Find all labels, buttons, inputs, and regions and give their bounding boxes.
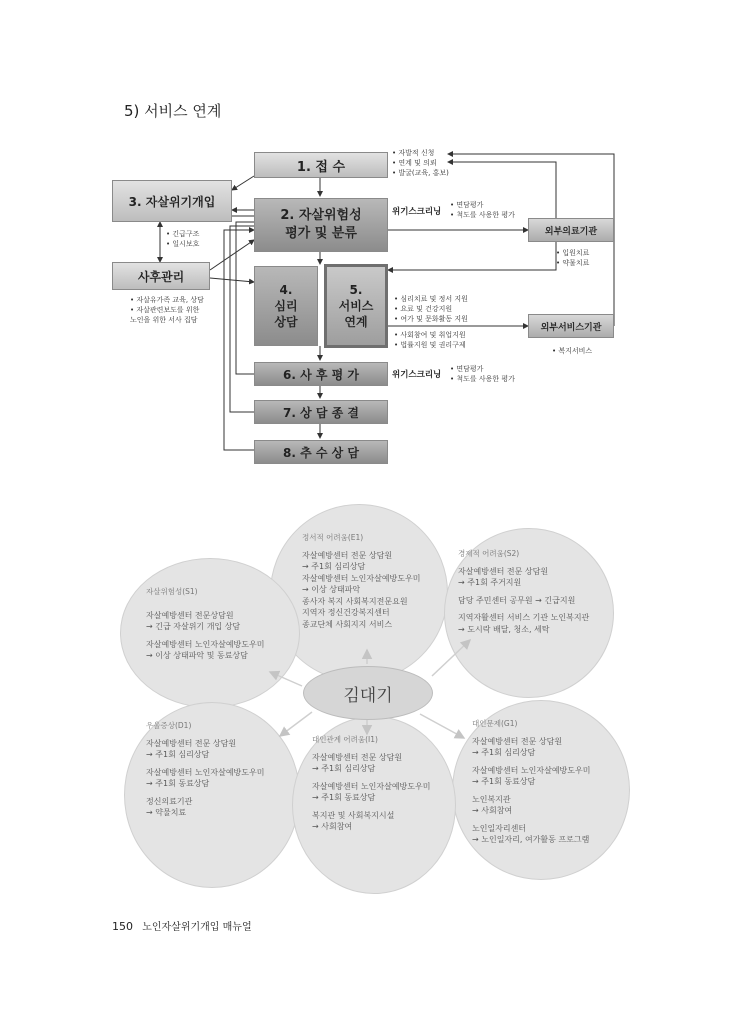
step-risk-assessment-line1: 2. 자살위험성 [280, 208, 362, 223]
circle-line: → 주1회 심리상담 [302, 562, 366, 571]
step-risk-assessment-line2: 평가 및 분류 [285, 226, 357, 241]
step-crisis-intervention: 3. 자살위기개입 [112, 180, 232, 222]
circle-line: 지역자활센터 서비스 기관 노인복지관 [458, 613, 590, 622]
note-line: • 자발적 신청 [392, 149, 435, 157]
step-follow-up: 8. 추 수 상 담 [254, 440, 388, 464]
circle-line: → 약물치료 [146, 808, 187, 817]
circle-line: → 노인일자리, 여가활동 프로그램 [472, 835, 590, 844]
note-line: • 자살유가족 교육, 상담 [130, 296, 204, 304]
circle-line: → 주1회 주거지원 [458, 578, 522, 587]
aftercare-box: 사후관리 [112, 262, 210, 290]
circle-line: 자살예방센터 노인자살예방도우미 [302, 573, 421, 583]
circle-line: 자살예방센터 전문 상담원 [312, 752, 403, 762]
note-line: • 요료 및 건강지원 [394, 305, 453, 313]
circle-title: 우울증상(D1) [146, 721, 192, 730]
note-line: 노인을 위한 서사 집담 [130, 316, 198, 324]
section-title: 5) 서비스 연계 [124, 102, 222, 120]
circle-line: → 주1회 동료상담 [312, 793, 376, 802]
circle-line: 지역자 정신건강복지센터 [302, 608, 390, 617]
circle-line: → 주1회 심리상담 [146, 750, 210, 759]
circle-line: → 사회참여 [472, 806, 513, 815]
circle-line: 자살예방센터 노인자살예방도우미 [146, 639, 265, 649]
circle-line: 자살예방센터 전문 상담원 [302, 550, 393, 560]
circle-line: → 이상 상태파악 [302, 585, 361, 594]
circle-line: 자살예방센터 전문상담원 [146, 610, 234, 620]
note-line: • 연계 및 의뢰 [392, 159, 437, 167]
circle-line: → 주1회 동료상담 [472, 777, 536, 786]
circle-line: → 사회참여 [312, 822, 353, 831]
step-counseling-line2: 심리 [274, 299, 298, 313]
circle-title: 대인문제(G1) [472, 719, 518, 728]
circle-line: 노인복지관 [472, 794, 511, 804]
circle-lower-right-text [472, 718, 590, 846]
center-person: 김대기 [303, 666, 433, 720]
note-line: • 면담평가 [450, 201, 484, 209]
note-line: • 발굴(교육, 홍보) [392, 169, 449, 177]
note-line: • 긴급구조 [166, 230, 200, 238]
circle-line: → 도시락 배달, 청소, 세탁 [458, 624, 550, 634]
circle-title: 경제적 어려움(S2) [458, 549, 520, 558]
circle-bottom-text [312, 734, 430, 833]
page-number: 150 [112, 920, 133, 933]
circle-line: 노인일자리센터 [472, 823, 527, 833]
circle-line: → 긴급 자살위기 개입 상담 [146, 622, 241, 631]
step-post-evaluation: 6. 사 후 평 가 [254, 362, 388, 386]
circle-line: 종교단체 사회지지 서비스 [302, 619, 393, 629]
note-line: • 심리치료 및 정서 지원 [394, 295, 468, 303]
crisis-screening-label-1: 위기스크리닝 [392, 207, 442, 217]
crisis-screening-label-2: 위기스크리닝 [392, 370, 442, 380]
note-line: • 약물치료 [556, 259, 590, 267]
circle-line: 자살예방센터 전문 상담원 [458, 566, 549, 576]
circle-line: 자살예방센터 노인자살예방도우미 [472, 765, 591, 775]
note-line: • 사회참여 및 취업지원 [394, 331, 466, 339]
step-counseling-line3: 상담 [274, 315, 298, 329]
circle-line: 복지관 및 사회복지시설 [312, 810, 395, 820]
note-line: • 복지서비스 [552, 347, 593, 355]
circle-top-text [302, 532, 420, 630]
step-termination: 7. 상 담 종 결 [254, 400, 388, 424]
circle-lower-left-text [146, 720, 264, 819]
external-medical-box: 외부의료기관 [528, 218, 614, 242]
circle-title: 대인관계 어려움(I1) [312, 735, 378, 744]
note-line: • 법률지원 및 권리구제 [394, 341, 466, 349]
note-line: • 척도를 사용한 평가 [450, 211, 515, 219]
note-line: • 일시보호 [166, 240, 200, 248]
external-service-box: 외부서비스기관 [528, 314, 614, 338]
circle-line: → 주1회 심리상담 [312, 764, 376, 773]
circle-line: 정신의료기관 [146, 796, 193, 806]
circle-title: 자살위험성(S1) [146, 587, 198, 596]
step-service-line2: 서비스 [338, 299, 374, 313]
circle-line: → 주1회 동료상담 [146, 779, 210, 788]
note-line: • 자살관련보도를 위한 [130, 306, 200, 314]
circle-line: → 주1회 심리상담 [472, 748, 536, 757]
step-service-line3: 연계 [344, 315, 368, 329]
circle-line: 자살예방센터 노인자살예방도우미 [312, 781, 431, 791]
circle-line: 자살예방센터 노인자살예방도우미 [146, 767, 265, 777]
note-line: • 입원치료 [556, 249, 590, 257]
circle-line: → 이상 상태파악 및 동료상담 [146, 651, 248, 660]
page-footer [112, 918, 252, 933]
circle-title: 정서적 어려움(E1) [302, 533, 364, 542]
note-line: • 면담평가 [450, 365, 484, 373]
step-counseling-line1: 4. [279, 283, 293, 297]
circle-line: 자살예방센터 전문 상담원 [472, 736, 563, 746]
circle-left-text [146, 586, 264, 662]
step-intake: 1. 접 수 [254, 152, 388, 178]
book-title: 노인자살위기개입 매뉴얼 [142, 922, 252, 933]
circle-line: 종사자 복지 사회복지전문요원 [302, 596, 408, 606]
circle-line: 자살예방센터 전문 상담원 [146, 738, 237, 748]
step-service-line1: 5. [349, 283, 363, 297]
circle-upper-right-text [458, 548, 589, 635]
note-line: • 여가 및 문화활동 지원 [394, 315, 468, 323]
circle-line: 담당 주민센터 공무원 → 긴급지원 [458, 595, 576, 605]
note-line: • 척도를 사용한 평가 [450, 375, 515, 383]
